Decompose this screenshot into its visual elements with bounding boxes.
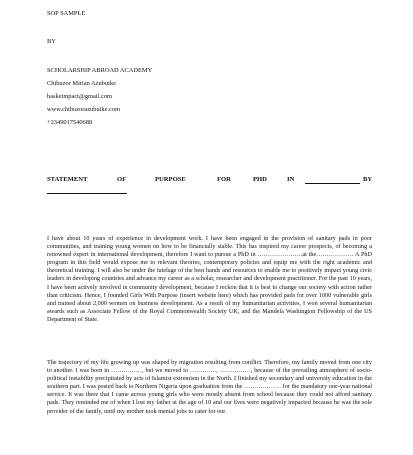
body-paragraph-2: The trajectory of my life growing up was shaped by migration resulting from conflict. Therefore, my family moved from one city to another. I was born in ……………, but we moved to …………., ……………, because of the prevailing atmosphere of socio-political instability precipitated by acts of Islamist extremism in the North. I finished my secondary and university education in the southern part. I was posted back to Northern Nigeria upon graduation from the ……………… for the mandatory one-year national service. It was there that I came across young girls who were mostly absent from school because they could not afford sanitary pads. They reminded me of when I lost my father at the age of 10 and our lives were negatively impacted because he was the sole provider of the family, until my mother took menial jobs to cater for our	[47, 359, 372, 415]
body-paragraph-1: I have about 10 years of experience in development work. I have been engaged in the provision of sanitary pads in poor communities, and training young women on how to be financially stable. This has inspired my career prospects, of becoming a renowned expert in international development, therefore I want to pursue a PhD in ………………….at the……………… A PhD program in this field would expose me to relevant theories, contemporary policies and equip me with the right academic and theoretical training. I will also be under the tutelage of the best hands and resources to enable me to positively impact young civic leaders in developing countries and advance my career as a scholar, researcher and development practitioner. For the past 10 years, I have been actively involved in community development, because I reckon that it is best to change our society with action rather than criticism. Hence, I founded Girls With Purpose (insert website here) which has provided pads for over 1000 vulnerable girls and trained about 2,000 women on business development. As a result of my humanitarian activities, I won several humanitarian awards such as Associate Fellow of the Royal Commonwealth Society UK, and the Mandela Washington Fellowship of the US Department of State.	[47, 235, 372, 323]
author-phone: +2349017540688	[47, 119, 93, 126]
heading-word-in: IN	[287, 176, 295, 183]
statement-heading	[47, 176, 382, 186]
by-label: BY	[47, 38, 56, 45]
organization-name: SCHOLARSHIP ABROAD ACADEMY	[47, 67, 153, 74]
name-blank-line	[47, 192, 127, 194]
heading-word-by: BY	[363, 176, 373, 183]
heading-word-for: FOR	[217, 176, 231, 183]
heading-word-of: OF	[117, 176, 127, 183]
heading-word-purpose: PURPOSE	[155, 176, 186, 183]
author-email: haskeimpact@gmail.com	[47, 93, 112, 100]
field-blank-line	[305, 182, 360, 184]
heading-word-phd: PHD	[253, 176, 267, 183]
heading-word-statement: STATEMENT	[47, 176, 88, 183]
author-website: www.chibuzorazubuike.com	[47, 106, 121, 113]
author-name: Chibuzor Mirian Azubuike	[47, 80, 116, 87]
document-title: SOP SAMPLE	[47, 10, 86, 17]
